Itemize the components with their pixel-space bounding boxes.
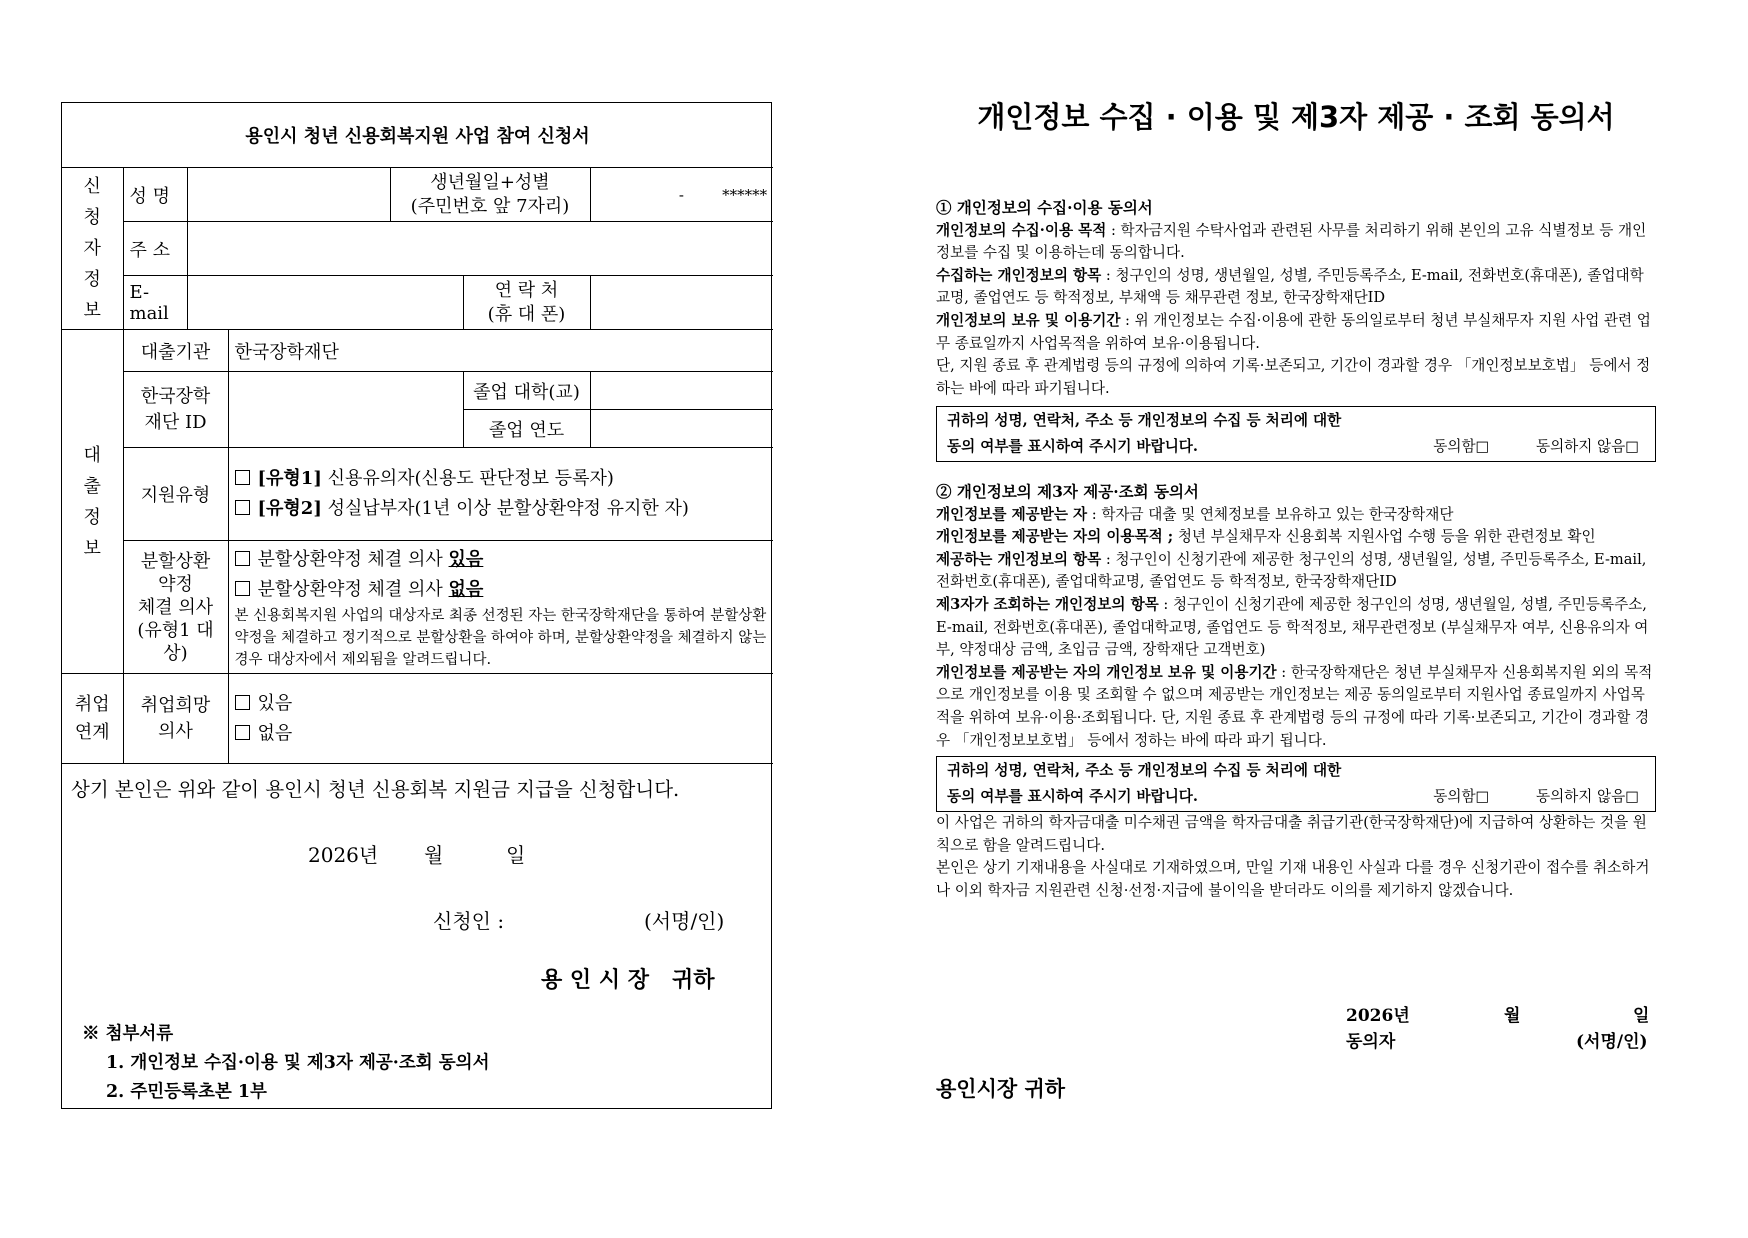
type2-option[interactable] [235,494,768,524]
section-1 [936,197,1656,462]
kosaf-id-field[interactable] [228,372,463,448]
lender-value: 한국장학재단 [228,330,773,372]
checkbox-icon[interactable] [235,551,250,566]
address-label: 주 소 [123,222,187,276]
s2-header: ② 개인정보의 제3자 제공·조회 동의서 [936,482,1199,501]
attach-header: ※ 첨부서류 [82,1024,174,1044]
job-yes-option[interactable] [235,689,768,719]
consent-addressee: 용인시장 귀하 [936,1076,1066,1101]
date-year: 2026년 [308,843,379,867]
notice-1: 이 사업은 귀하의 학자금대출 미수채권 금액을 학자금대출 취급기관(한국장학재단)에 지급하여 상환하는 것을 원칙으로 함을 알려드립니다. [936,814,1647,854]
installment-note: 본 신용회복지원 사업의 대상자로 최종 선정된 자는 한국장학재단을 통하여 분할상환약정을 체결하고 정기적으로 분할상환을 하여야 하며, 분할상환약정을 체결하지 않는 경우 대상자에서 제외됨을 알려드립니다. [234,608,767,668]
job-section-label: 취업 연계 [62,674,123,764]
email-label: E-mail [123,276,187,330]
name-label: 성 명 [123,168,187,222]
s1-period-text: : 위 개인정보는 수집·이용에 관한 동의일로부터 청년 부실채무자 지원 사업 관련 업무 종료일까지 사업목적을 위하여 보유·이용됩니다. [936,311,1651,352]
birth-field[interactable]: - ****** [590,168,773,222]
s1-period [936,310,1656,355]
checkbox-icon[interactable] [235,725,250,740]
consent-date-year: 2026년 [1346,1006,1410,1026]
agree-yes-checkbox[interactable]: 동의함□ [1433,438,1490,456]
applicant-label: 신청인 : [433,909,505,933]
date-month: 월 [424,843,444,867]
s2-query [936,594,1656,662]
s2-query-label: 제3자가 조회하는 개인정보의 항목 [936,595,1159,613]
grad-univ-field[interactable] [590,372,773,410]
grad-year-label: 졸업 연도 [463,410,590,448]
s2-period-label: 개인정보를 제공받는 자의 개인정보 보유 및 이용기간 [936,663,1277,681]
s1-header: ① 개인정보의 수집·이용 동의서 [936,198,1153,217]
lender-label: 대출기관 [123,330,228,372]
consent-form [936,95,1656,1125]
agree-line2: 동의 여부를 표시하여 주시기 바랍니다. [947,438,1198,456]
s2-query-text: : 청구인이 신청기관에 제공한 청구인의 성명, 생년월일, 성별, 주민등록주소, E-mail, 전화번호(휴대폰), 졸업대학교명, 졸업연도 등 학적정보, 채무관련정보 (부실채무자 여부, 신용유의자 여부, 약정대상 금액, 초입금 금액, 장학재단 고객번호) [936,595,1649,659]
kosaf-id-label: 한국장학 재단 ID [123,372,228,448]
support-type-options [228,448,773,541]
s1-items-text: : 청구인의 성명, 생년월일, 성별, 주민등록주소, E-mail, 전화번호(휴대폰), 졸업대학교명, 졸업연도 등 학적정보, 부채액 등 채무관련 정보, 한국장학재단ID [936,266,1644,307]
name-field[interactable] [187,168,390,222]
s1-purpose-text: : 학자금지원 수탁사업과 관련된 사무를 처리하기 위해 본인의 고유 식별정보 등 개인정보를 수집 및 이용하는데 동의합니다. [936,221,1647,262]
job-no-text: 없음 [257,722,293,744]
email-field[interactable] [187,276,463,330]
s1-extra: 단, 지원 종료 후 관계법령 등의 규정에 의하여 기록·보존되고, 기간이 경과할 경우 「개인정보보호법」 등에서 정하는 바에 따라 파기됩니다. [936,357,1651,397]
phone-label: 연 락 처 (휴 대 폰) [463,276,590,330]
addressee: 용 인 시 장 귀하 [541,967,715,993]
s2-recipient [936,504,1656,527]
intent-no-text: 분할상환약정 체결 의사 [257,579,449,600]
form-title: 용인시 청년 신용회복지원 사업 참여 신청서 [62,103,773,168]
birth-label: 생년월일+성별 (주민번호 앞 7자리) [390,168,590,222]
s2-items [936,549,1656,594]
s2-period-text: : 한국장학재단은 청년 부실채무자 신용회복지원 외의 목적으로 개인정보를 이용 및 조회할 수 없으며 제공받는 개인정보는 제공 동의일로부터 지원사업 종료일까지 사업목적을 위하여 보유·이용·조회됩니다. 단, 지원 종료 후 관계법령 등의 규정에 따라 기록·보존되고, 기간이 경과할 경우 「개인정보보호법」 등에서 정하는 바에 따라 파기 됩니다. [936,663,1653,749]
intent-no-em: 없음 [448,579,484,600]
notice-2: 본인은 상기 기재내용을 사실대로 기재하였으며, 만일 기재 내용인 사실과 다를 경우 신청기관이 접수를 취소하거나 이외 학자금 지원관련 신청·선정·지급에 불이익을 받더라도 이의를 제기하지 않겠습니다. [936,859,1650,899]
agree-line1: 귀하의 성명, 연락처, 주소 등 개인정보의 수집 등 처리에 대한 [947,412,1342,430]
sign-label: (서명/인) [644,909,725,933]
s1-items [936,265,1656,310]
type1-tag: [유형1] [257,468,322,489]
agree-no-checkbox[interactable]: 동의하지 않음□ [1535,438,1639,456]
attach-2: 2. 주민등록초본 1부 [106,1082,267,1102]
agree2-options [1433,784,1639,810]
type2-tag: [유형2] [257,498,322,519]
intent-yes-text: 분할상환약정 체결 의사 [257,549,449,570]
s2-purpose [936,526,1656,549]
job-no-option[interactable] [235,719,768,749]
agree2-no-checkbox[interactable]: 동의하지 않음□ [1535,788,1639,806]
consent-date-month: 월 [1504,1006,1521,1026]
s1-period-label: 개인정보의 보유 및 이용기간 [936,311,1121,329]
type1-text: 신용유의자(신용도 판단정보 등록자) [321,468,614,489]
s1-purpose-label: 개인정보의 수집·이용 목적 [936,221,1107,239]
checkbox-icon[interactable] [235,695,250,710]
consent-sign-label: (서명/인) [1576,1032,1648,1052]
job-label: 취업희망 의사 [123,674,228,764]
job-options [228,674,773,764]
agree-box-1 [936,406,1656,462]
section-2 [936,481,1656,903]
agree2-yes-checkbox[interactable]: 동의함□ [1433,788,1490,806]
job-yes-text: 있음 [257,692,293,714]
loan-section-label: 대 출 정 보 [62,330,123,674]
support-type-label: 지원유형 [123,448,228,541]
checkbox-icon[interactable] [235,500,250,515]
installment-label: 분할상환 약정 체결 의사 (유형1 대상) [123,541,228,674]
s2-items-text: : 청구인이 신청기관에 제공한 청구인의 성명, 생년월일, 성별, 주민등록주소, E-mail, 전화번호(휴대폰), 졸업대학교명, 졸업연도 등 학적정보, 한국장학재단ID [936,550,1647,591]
address-field[interactable] [187,222,773,276]
s2-items-label: 제공하는 개인정보의 항목 [936,550,1102,568]
grad-univ-label: 졸업 대학(교) [463,372,590,410]
s2-recipient-text: : 학자금 대출 및 연체정보를 보유하고 있는 한국장학재단 [1087,505,1454,523]
phone-field[interactable] [590,276,773,330]
s2-period [936,662,1656,752]
application-form [61,102,772,1109]
consent-date-day: 일 [1633,1006,1650,1026]
attach-1: 1. 개인정보 수집·이용 및 제3자 제공·조회 동의서 [106,1053,490,1073]
checkbox-icon[interactable] [235,470,250,485]
s2-recipient-label: 개인정보를 제공받는 자 [936,505,1088,523]
consenter-label: 동의자 [1346,1032,1396,1052]
s2-purpose-text: 청년 부실채무자 신용회복 지원사업 수행 등을 위한 관련정보 확인 [1173,528,1596,546]
intent-no-option[interactable] [235,575,768,605]
application-table [62,103,773,764]
intent-yes-em: 있음 [448,549,484,570]
agree2-line2: 동의 여부를 표시하여 주시기 바랍니다. [947,788,1198,806]
consent-title: 개인정보 수집 · 이용 및 제3자 제공 · 조회 동의서 [977,100,1615,134]
s2-purpose-label: 개인정보를 제공받는 자의 이용목적 ; [936,528,1174,546]
agree2-line1: 귀하의 성명, 연락처, 주소 등 개인정보의 수집 등 처리에 대한 [947,762,1342,780]
checkbox-icon[interactable] [235,581,250,596]
grad-year-field[interactable] [590,410,773,448]
type2-text: 성실납부자(1년 이상 분할상환약정 유지한 자) [321,498,689,519]
installment-options [228,541,773,674]
applicant-section-label: 신 청 자 정 보 [62,168,123,330]
type1-option[interactable] [235,464,768,494]
s1-purpose [936,220,1656,265]
agree-options [1433,434,1639,460]
date-day: 일 [506,843,526,867]
intent-yes-option[interactable] [235,545,768,575]
statement: 상기 본인은 위와 같이 용인시 청년 신용회복 지원금 지급을 신청합니다. [71,778,680,801]
agree-box-2 [936,756,1656,812]
application-bottom [62,764,771,1104]
s1-items-label: 수집하는 개인정보의 항목 [936,266,1102,284]
